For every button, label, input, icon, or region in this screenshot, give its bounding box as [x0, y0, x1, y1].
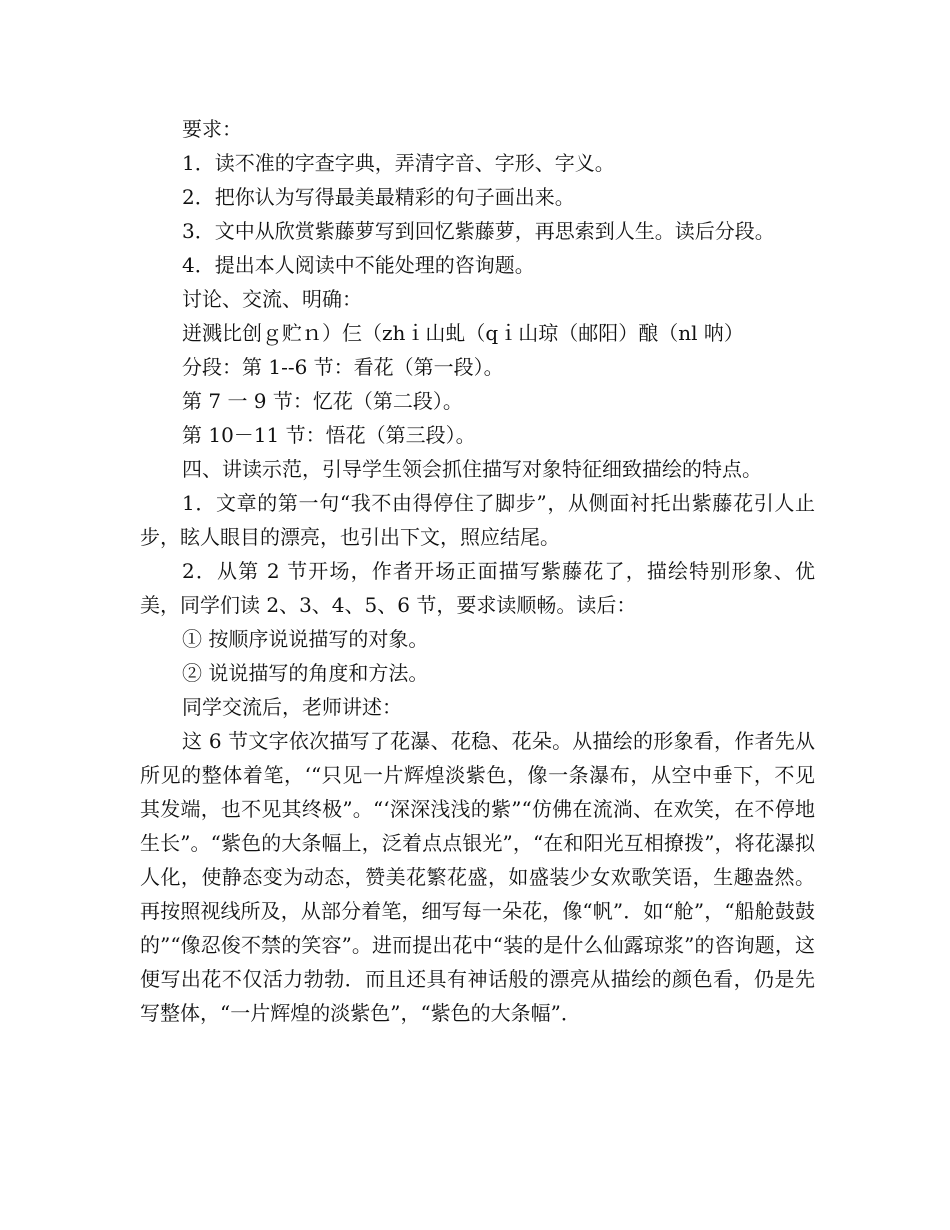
pronunciation-line: 迸溅比创ｇ贮ｎ）仨（zhｉ山虬（qｉ山琼（邮阳）酿（nl 呐） — [182, 321, 744, 345]
section-3-line: 第 10－11 节：悟花（第三段）。 — [182, 423, 476, 447]
paragraph-point-2: 2．从第 2 节开场，作者开场正面描写紫藤花了，描绘特别形象、优美，同学们读 2、3、4、5、6 节，要求读顺畅。读后： — [140, 559, 815, 617]
requirement-item-1: 1．读不准的字查字典，弄清字音、字形、字义。 — [182, 151, 615, 175]
requirements-heading: 要求： — [182, 117, 242, 141]
teacher-intro-line: 同学交流后，老师讲述： — [182, 695, 402, 719]
document-body — [140, 112, 815, 1030]
paragraph-point-1: 1．文章的第一句“我不由得停住了脚步”，从侧面衬托出紫藤花引人止步，眩人眼目的漂亮，也引出下文，照应结尾。 — [140, 491, 815, 549]
task-item-1: ① 按顺序说说描写的对象。 — [182, 627, 429, 651]
section-1-line: 分段：第 1--6 节：看花（第一段）。 — [182, 355, 504, 379]
requirement-item-2: 2．把你认为写得最美最精彩的句子画出来。 — [182, 185, 575, 209]
requirement-item-4: 4．提出本人阅读中不能处理的咨询题。 — [182, 253, 535, 277]
analysis-paragraph: 这 6 节文字依次描写了花瀑、花稳、花朵。从描绘的形象看，作者先从所见的整体着笔，‘“只见一片辉煌淡紫色，像一条瀑布，从空中垂下，不见其发端，也不见其终极”。“‘深深浅浅的紫”“仿佛在流淌、在欢笑，在不停地生长”。“紫色的大条幅上，泛着点点银光”，“在和阳光互相撩拨”，将花瀑拟人化，使静态变为动态，赞美花繁花盛，如盛装少女欢歌笑语，生趣盎然。再按照视线所及，从部分着笔，细写每一朵花，像“帆”．如“舱”，“船舱鼓鼓的”“像忍俊不禁的笑容”。进而提出花中“装的是什么仙露琼浆”的咨询题，这便写出花不仅活力勃勃．而且还具有神话般的漂亮从描绘的颜色看，仍是先写整体，“一片辉煌的淡紫色”，“紫色的大条幅”． — [140, 729, 815, 1025]
discussion-heading: 讨论、交流、明确： — [182, 287, 362, 311]
requirement-item-3: 3．文中从欣赏紫藤萝写到回忆紫藤萝，再思索到人生。读后分段。 — [182, 219, 775, 243]
section-four-heading: 四、讲读示范，引导学生领会抓住描写对象特征细致描绘的特点。 — [182, 457, 762, 481]
section-2-line: 第 7 一 9 节：忆花（第二段）。 — [182, 389, 463, 413]
task-item-2: ② 说说描写的角度和方法。 — [182, 661, 429, 685]
